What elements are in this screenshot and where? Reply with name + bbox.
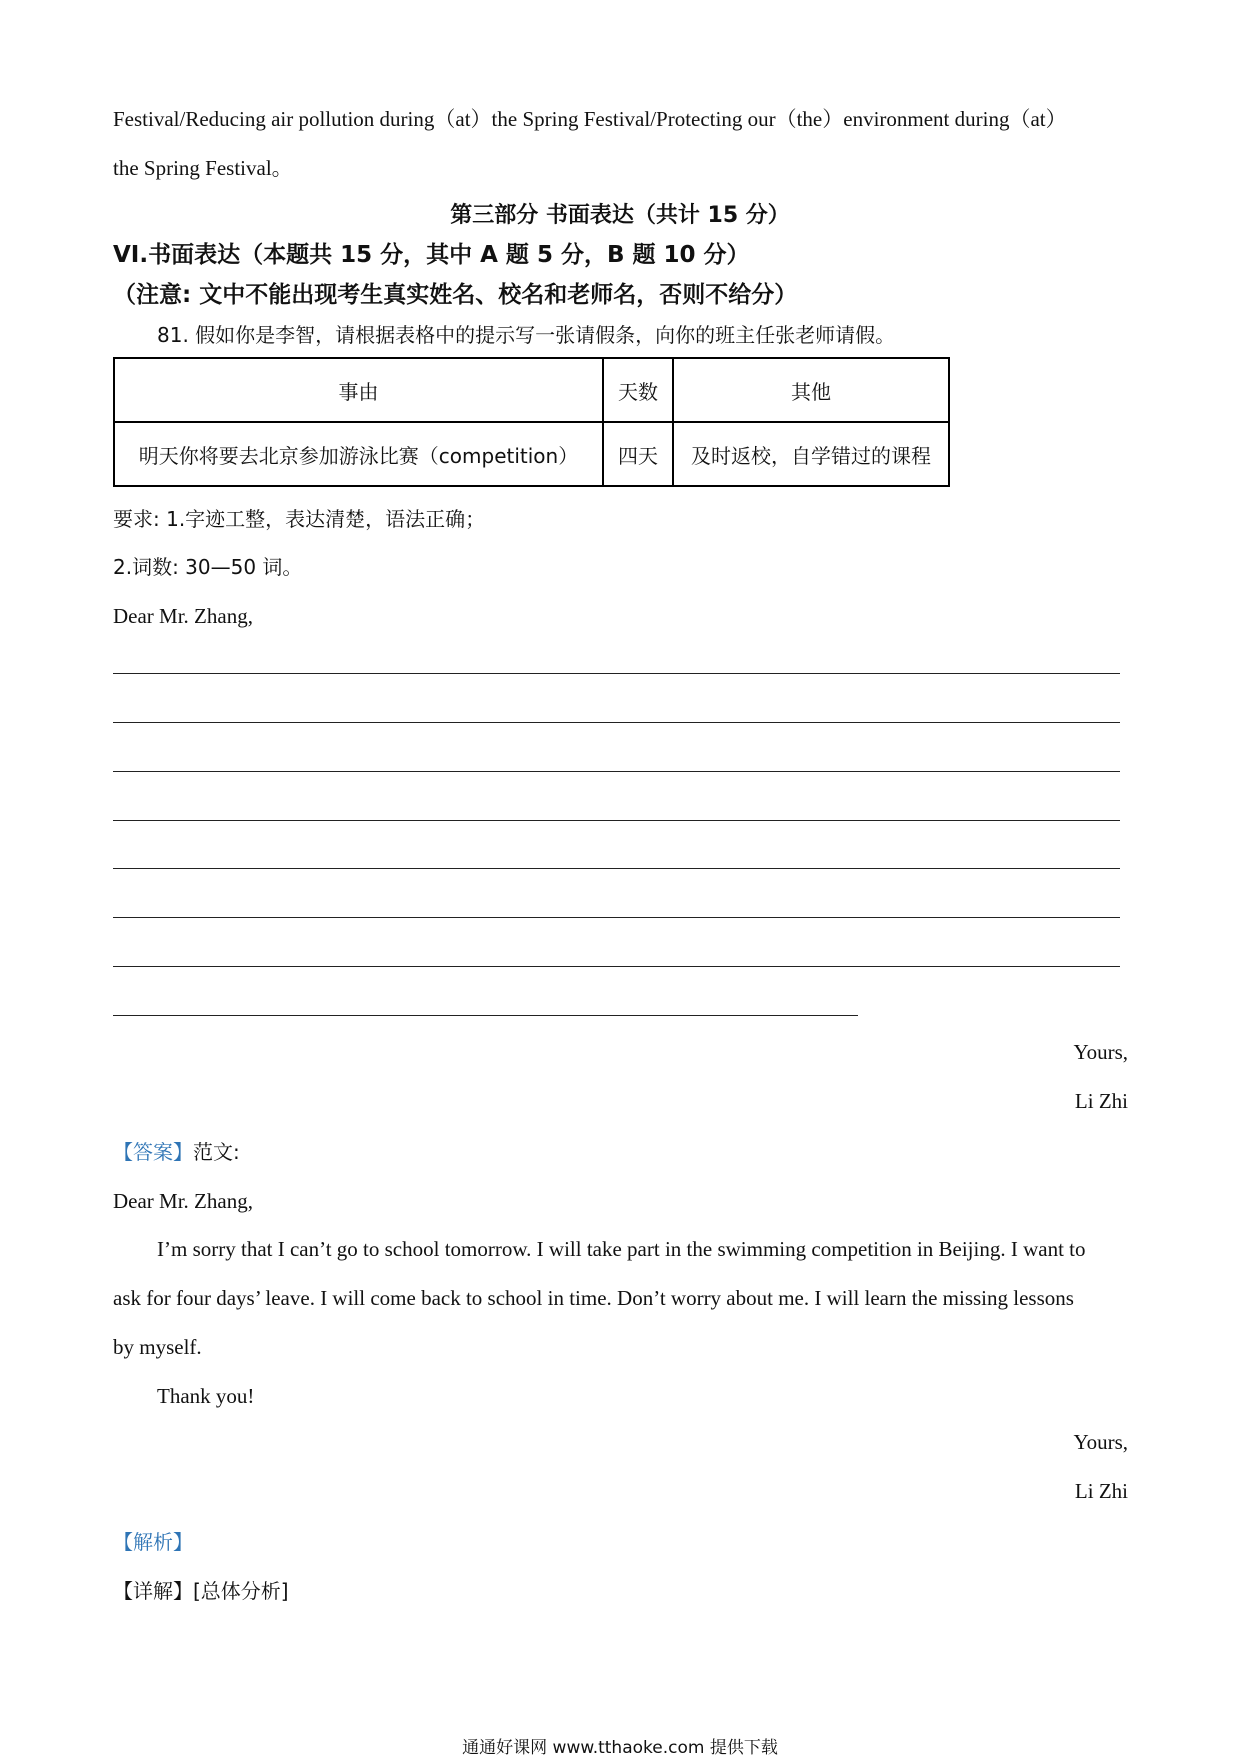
- answer-thanks: Thank you!: [157, 1384, 255, 1408]
- prompt-table: [113, 357, 950, 487]
- answer-body-line-1: I’m sorry that I can’t go to school tomorrow. I will take part in the swimming competition in Beijing. I want to: [157, 1237, 1086, 1261]
- table-header-cell: 天数: [603, 358, 673, 422]
- table-cell-reason: 明天你将要去北京参加游泳比赛（competition）: [114, 422, 603, 486]
- question-81: 81. 假如你是李智，请根据表格中的提示写一张请假条，向你的班主任张老师请假。: [157, 323, 896, 347]
- writing-line: [113, 966, 1120, 967]
- continuation-line-2: the Spring Festival。: [113, 156, 293, 180]
- table-header-cell: 事由: [114, 358, 603, 422]
- salutation: Dear Mr. Zhang,: [113, 604, 253, 628]
- table-row: [114, 422, 949, 486]
- writing-line: [113, 917, 1120, 918]
- writing-line: [113, 771, 1120, 772]
- answer-yours: Yours,: [1073, 1430, 1128, 1454]
- answer-name: Li Zhi: [1074, 1479, 1128, 1503]
- analysis-tag: 【解析】: [113, 1530, 193, 1554]
- answer-body-line-3: by myself.: [113, 1335, 202, 1359]
- answer-label: [113, 1138, 240, 1166]
- writing-line: [113, 1015, 858, 1016]
- part3-title: 第三部分 书面表达（共计 15 分）: [450, 203, 790, 228]
- writing-line: [113, 868, 1120, 869]
- detail-text: [总体分析]: [193, 1579, 289, 1603]
- writing-line: [113, 820, 1120, 821]
- answer-body-line-2: ask for four days’ leave. I will come back to school in time. Don’t worry about me. I will learn the missing lessons: [113, 1286, 1074, 1310]
- writing-line: [113, 722, 1120, 723]
- detail-tag: 【详解】: [113, 1579, 193, 1603]
- writing-line: [113, 673, 1120, 674]
- answer-salutation: Dear Mr. Zhang,: [113, 1189, 253, 1213]
- section-vi-heading: VI.书面表达（本题共 15 分，其中 A 题 5 分，B 题 10 分）: [113, 242, 750, 268]
- table-header-row: [114, 358, 949, 422]
- continuation-line-1: Festival/Reducing air pollution during（at）the Spring Festival/Protecting our（the）environment during（at）: [113, 107, 1067, 131]
- answer-tag: 【答案】: [113, 1140, 193, 1164]
- table-header-cell: 其他: [673, 358, 949, 422]
- note-heading: （注意: 文中不能出现考生真实姓名、校名和老师名，否则不给分）: [113, 282, 798, 308]
- requirements-line-2: 2.词数: 30—50 词。: [113, 555, 303, 579]
- closing-yours: Yours,: [1073, 1040, 1128, 1064]
- table-cell-days: 四天: [603, 422, 673, 486]
- page-footer: 通通好课网 www.tthaoke.com 提供下载: [462, 1738, 778, 1758]
- table-cell-other: 及时返校，自学错过的课程: [673, 422, 949, 486]
- closing-name: Li Zhi: [1074, 1089, 1128, 1113]
- detail-line: [113, 1577, 289, 1605]
- answer-model-label: 范文:: [193, 1140, 240, 1164]
- requirements-line-1: 要求: 1.字迹工整，表达清楚，语法正确；: [113, 507, 486, 531]
